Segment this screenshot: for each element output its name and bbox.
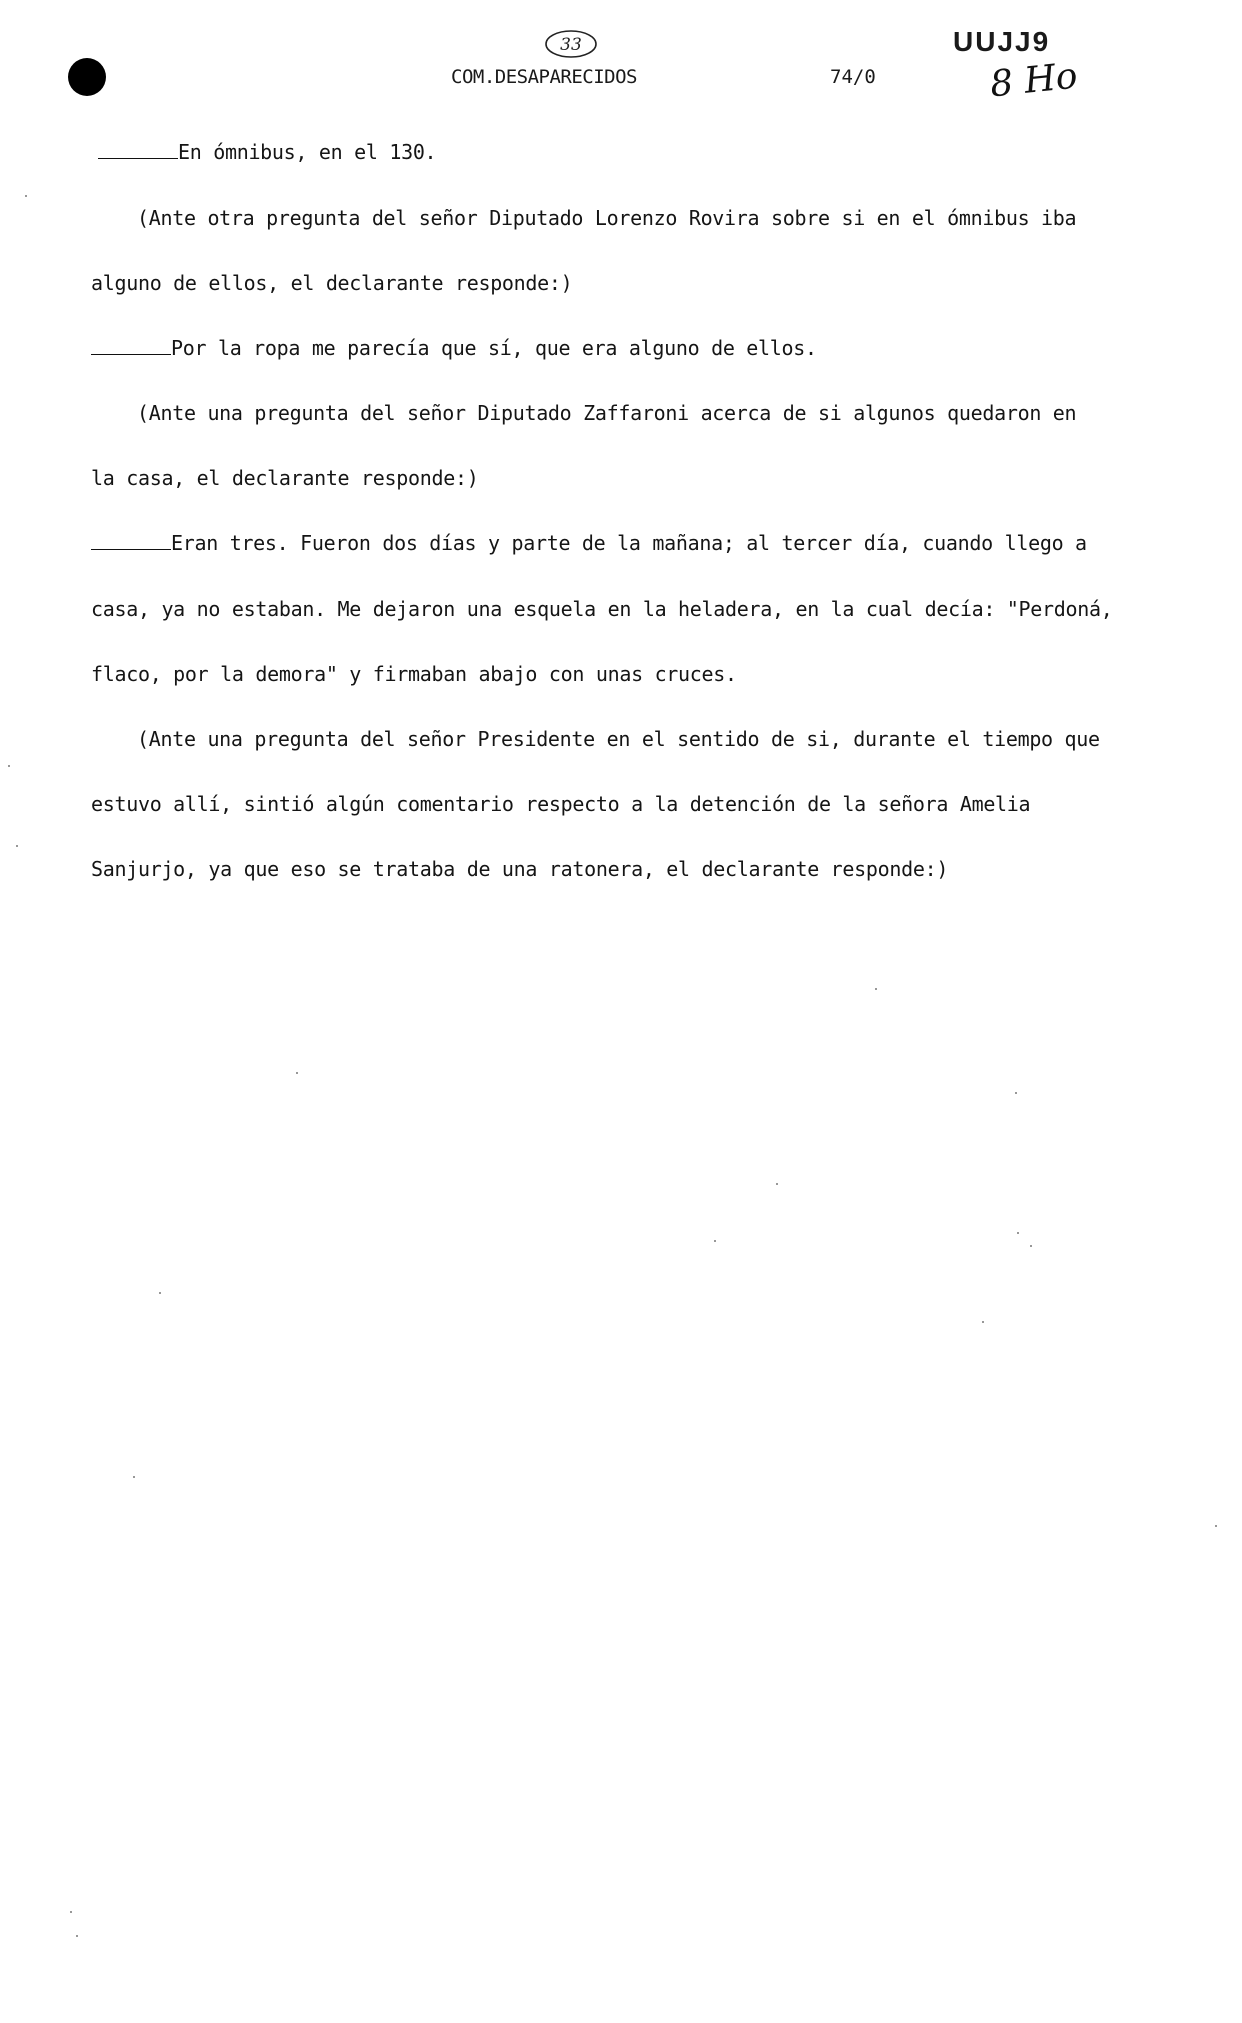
scan-speck — [70, 1911, 72, 1913]
text-line: (Ante una pregunta del señor Presidente en el sentido de si, durante el tiempo que — [137, 727, 1100, 751]
answer-rule — [91, 336, 171, 355]
punch-hole — [68, 58, 106, 96]
text-line: Eran tres. Fueron dos días y parte de la mañana; al tercer día, cuando llego a — [91, 530, 1087, 556]
text-line: Sanjurjo, ya que eso se trataba de una ratonera, el declarante responde:) — [91, 857, 949, 881]
header-title: COM.DESAPARECIDOS — [451, 66, 637, 88]
scan-speck — [776, 1183, 778, 1185]
header-page-ref: 74/0 — [830, 66, 876, 88]
scan-speck — [133, 1476, 135, 1478]
scan-speck — [982, 1321, 984, 1323]
scan-speck — [1017, 1232, 1019, 1234]
stamp-number: UUJJ9 — [953, 26, 1051, 57]
answer-rule — [98, 140, 178, 159]
text-line: flaco, por la demora" y firmaban abajo con unas cruces. — [91, 662, 737, 686]
scan-speck — [25, 195, 27, 197]
answer-rule — [91, 531, 171, 550]
text-line: la casa, el declarante responde:) — [91, 466, 479, 490]
scan-speck — [76, 1935, 78, 1937]
scan-speck — [875, 988, 877, 990]
circled-number-text: 33 — [560, 35, 582, 55]
scan-speck — [1015, 1092, 1017, 1094]
text-line: casa, ya no estaban. Me dejaron una esquela en la heladera, en la cual decía: "Perdoná, — [91, 597, 1113, 621]
text-line: alguno de ellos, el declarante responde:) — [91, 271, 573, 295]
text-line: En ómnibus, en el 130. — [98, 139, 436, 165]
scan-speck — [1215, 1525, 1217, 1527]
handwritten-folio: 8 Ho — [988, 55, 1080, 106]
scan-speck — [714, 1240, 716, 1242]
scan-speck — [296, 1072, 298, 1074]
circled-page-number — [544, 28, 598, 60]
scan-speck — [8, 765, 10, 767]
scan-speck — [1030, 1245, 1032, 1247]
text-line: Por la ropa me parecía que sí, que era alguno de ellos. — [91, 335, 817, 361]
text-line: (Ante una pregunta del señor Diputado Zaffaroni acerca de si algunos quedaron en — [137, 401, 1077, 425]
scan-speck — [159, 1292, 161, 1294]
text-line: (Ante otra pregunta del señor Diputado Lorenzo Rovira sobre si en el ómnibus iba — [137, 206, 1077, 230]
scan-speck — [16, 845, 18, 847]
text-line: estuvo allí, sintió algún comentario respecto a la detención de la señora Amelia — [91, 792, 1031, 816]
